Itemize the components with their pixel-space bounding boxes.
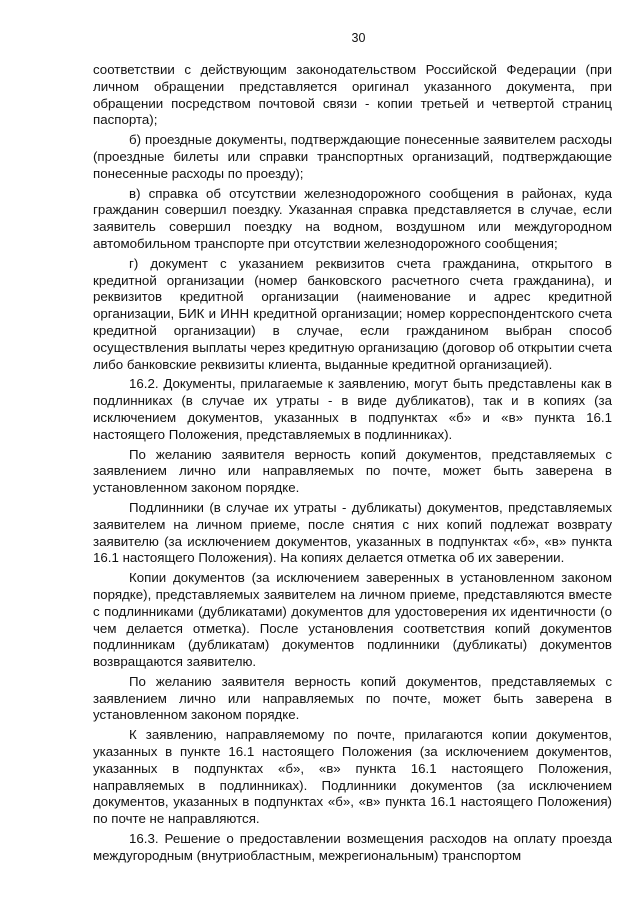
paragraph-item-v: в) справка об отсутствии железнодорожного сообщения в районах, куда гражданин совершил поездку. Указанная справка представляется в случае, если заявитель совершил поездку на водном, воздушном или междугородном автомобильном транспорте при отсутствии железнодорожного сообщения;: [93, 185, 612, 251]
paragraph-postal-submission: К заявлению, направляемому по почте, прилагаются копии документов, указанных в пункте 16.1 настоящего Положения (за исключением документов, указанных в подпунктах «б», «в» пункта 16.1 настоящего Положения, направляемых в подлинниках). Подлинники документов (за исключением документов, указанных в подпунктах «б», «в» пункта 16.1 настоящего Положения) по почте не направляются.: [93, 727, 612, 827]
paragraph-copies-identity: Копии документов (за исключением заверенных в установленном законом порядке), представляемых заявителем на личном приеме, представляются вместе с подлинниками (дубликатами) документов для удостоверения их идентичности (о чем делается отметка). После установления соответствия копий документов подлинникам (дубликатам) документов подлинники (дубликаты) документов возвращаются заявителю.: [93, 570, 612, 670]
paragraph-copies-certification: По желанию заявителя верность копий документов, представляемых с заявлением лично или направляемых по почте, может быть заверена в установленном законом порядке.: [93, 446, 612, 496]
body-text: [93, 62, 612, 865]
paragraph-originals-return: Подлинники (в случае их утраты - дубликаты) документов, представляемых заявителем на личном приеме, после снятия с них копий подлежат возврату заявителю (за исключением документов, указанных в подпунктах «б», «в» пункта 16.1 настоящего Положения). На копиях делается отметка об их заверении.: [93, 499, 612, 566]
paragraph-continuation: соответствии с действующим законодательством Российской Федерации (при личном обращении представляется оригинал указанного документа, при обращении посредством почтовой связи - копии третьей и четвертой страниц паспорта);: [93, 62, 612, 128]
paragraph-16-3: 16.3. Решение о предоставлении возмещения расходов на оплату проезда междугородным (внутриобластным, межрегиональным) транспортом: [93, 831, 612, 863]
paragraph-item-g: г) документ с указанием реквизитов счета гражданина, открытого в кредитной организации (номер банковского расчетного счета гражданина), и реквизитов кредитной организации (наименование и адрес кредитной организации, БИК и ИНН кредитной организации; номер корреспондентского счета кредитной организации) в случае, если гражданином выбран способ осуществления выплаты через кредитную организацию (договор об открытии счета либо банковские реквизиты клиента, выданные кредитной организацией).: [93, 255, 612, 372]
paragraph-16-2: 16.2. Документы, прилагаемые к заявлению, могут быть представлены как в подлинниках (в случае их утраты - в виде дубликатов), так и в копиях (за исключением документов, указанных в подпунктах «б» и «в» пункта 16.1 настоящего Положения, представляемых в подлинниках).: [93, 376, 612, 442]
paragraph-item-b: б) проездные документы, подтверждающие понесенные заявителем расходы (проездные билеты или справки транспортных организаций, подтверждающие понесенные расходы по проезду);: [93, 132, 612, 181]
page-number: 30: [351, 31, 366, 45]
paragraph-copies-certification-repeat: По желанию заявителя верность копий документов, представляемых с заявлением лично или направляемых по почте, может быть заверена в установленном законом порядке.: [93, 673, 612, 723]
